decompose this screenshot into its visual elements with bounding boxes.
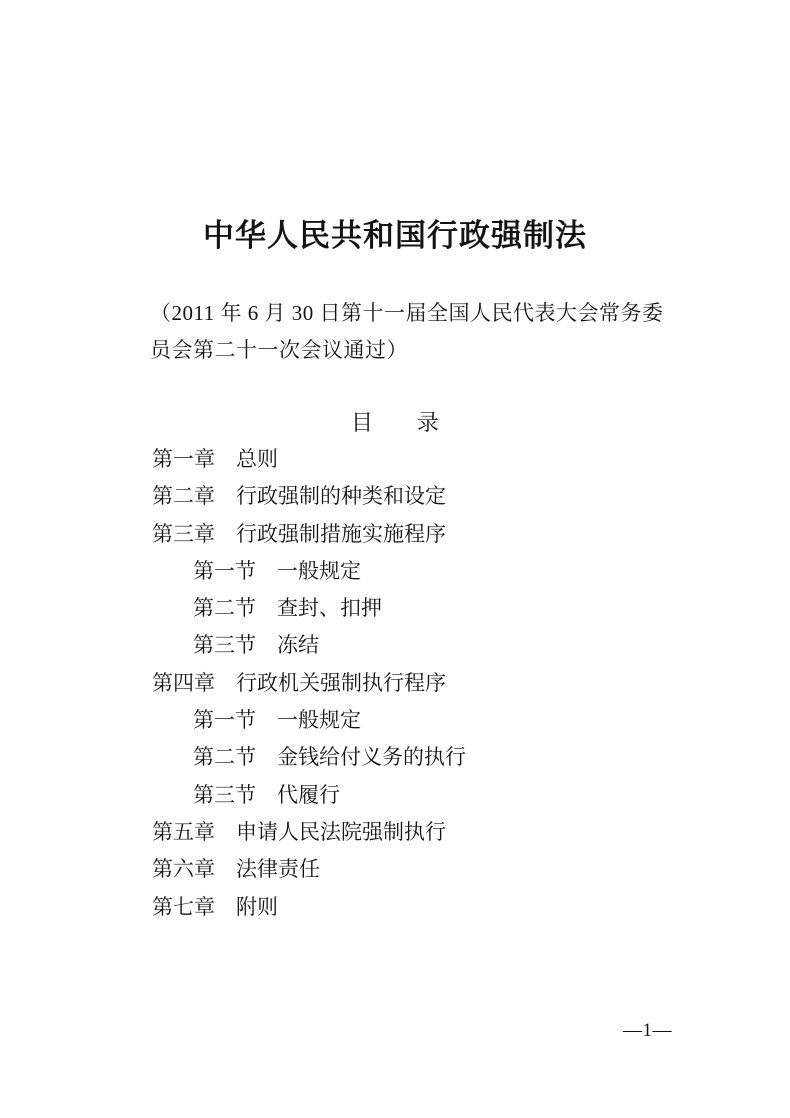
toc-item-number: 第二节	[193, 745, 256, 770]
table-of-contents	[152, 441, 672, 926]
toc-item-chapter-4-section-1	[152, 702, 672, 739]
adoption-note	[150, 295, 680, 369]
toc-item-number: 第三节	[193, 633, 256, 658]
toc-item-title: 行政机关强制执行程序	[236, 670, 446, 695]
toc-item-title: 行政强制措施实施程序	[236, 521, 446, 546]
toc-heading: 目 录	[350, 410, 439, 435]
document-title: 中华人民共和国行政强制法	[203, 218, 587, 253]
toc-item-number: 第二节	[193, 596, 256, 621]
toc-item-chapter-3-section-3	[152, 627, 672, 664]
toc-item-title: 冻结	[277, 633, 319, 658]
toc-item-title: 总则	[236, 447, 278, 471]
toc-item-title: 代履行	[277, 782, 340, 807]
toc-item-chapter-4-section-3	[152, 777, 672, 814]
toc-item-chapter-5	[152, 814, 672, 851]
toc-item-chapter-4-section-2	[152, 739, 672, 776]
toc-item-title: 行政强制的种类和设定	[236, 484, 446, 509]
toc-item-title: 金钱给付义务的执行	[277, 745, 466, 770]
toc-item-number: 第二章	[152, 484, 215, 509]
toc-item-title: 一般规定	[277, 558, 361, 583]
toc-item-number: 第四章	[152, 670, 215, 695]
toc-item-number: 第一节	[193, 708, 256, 733]
toc-item-number: 第六章	[152, 857, 215, 882]
toc-item-title: 法律责任	[236, 857, 320, 882]
toc-item-number: 第三章	[152, 521, 215, 546]
adoption-note-line-1: （2011 年 6 月 30 日第十一届全国人民代表大会常务委	[150, 301, 664, 325]
toc-item-number: 第五章	[152, 819, 215, 844]
toc-item-chapter-1	[152, 441, 672, 478]
toc-item-chapter-2	[152, 478, 672, 515]
toc-item-number: 第一章	[152, 447, 215, 471]
toc-item-title: 一般规定	[277, 708, 361, 733]
toc-item-number: 第三节	[193, 782, 256, 807]
toc-item-number: 第七章	[152, 894, 215, 919]
page-number: —1—	[623, 1020, 672, 1041]
toc-item-chapter-3-section-2	[152, 590, 672, 627]
toc-item-chapter-6	[152, 851, 672, 888]
adoption-note-line-2: 员会第二十一次会议通过）	[150, 338, 408, 362]
toc-item-chapter-4	[152, 665, 672, 702]
toc-item-title: 附则	[236, 894, 278, 919]
toc-item-title: 查封、扣押	[277, 596, 382, 621]
toc-item-chapter-7	[152, 889, 672, 926]
toc-item-chapter-3-section-1	[152, 553, 672, 590]
toc-item-chapter-3	[152, 516, 672, 553]
toc-item-title: 申请人民法院强制执行	[236, 819, 446, 844]
toc-item-number: 第一节	[193, 558, 256, 583]
